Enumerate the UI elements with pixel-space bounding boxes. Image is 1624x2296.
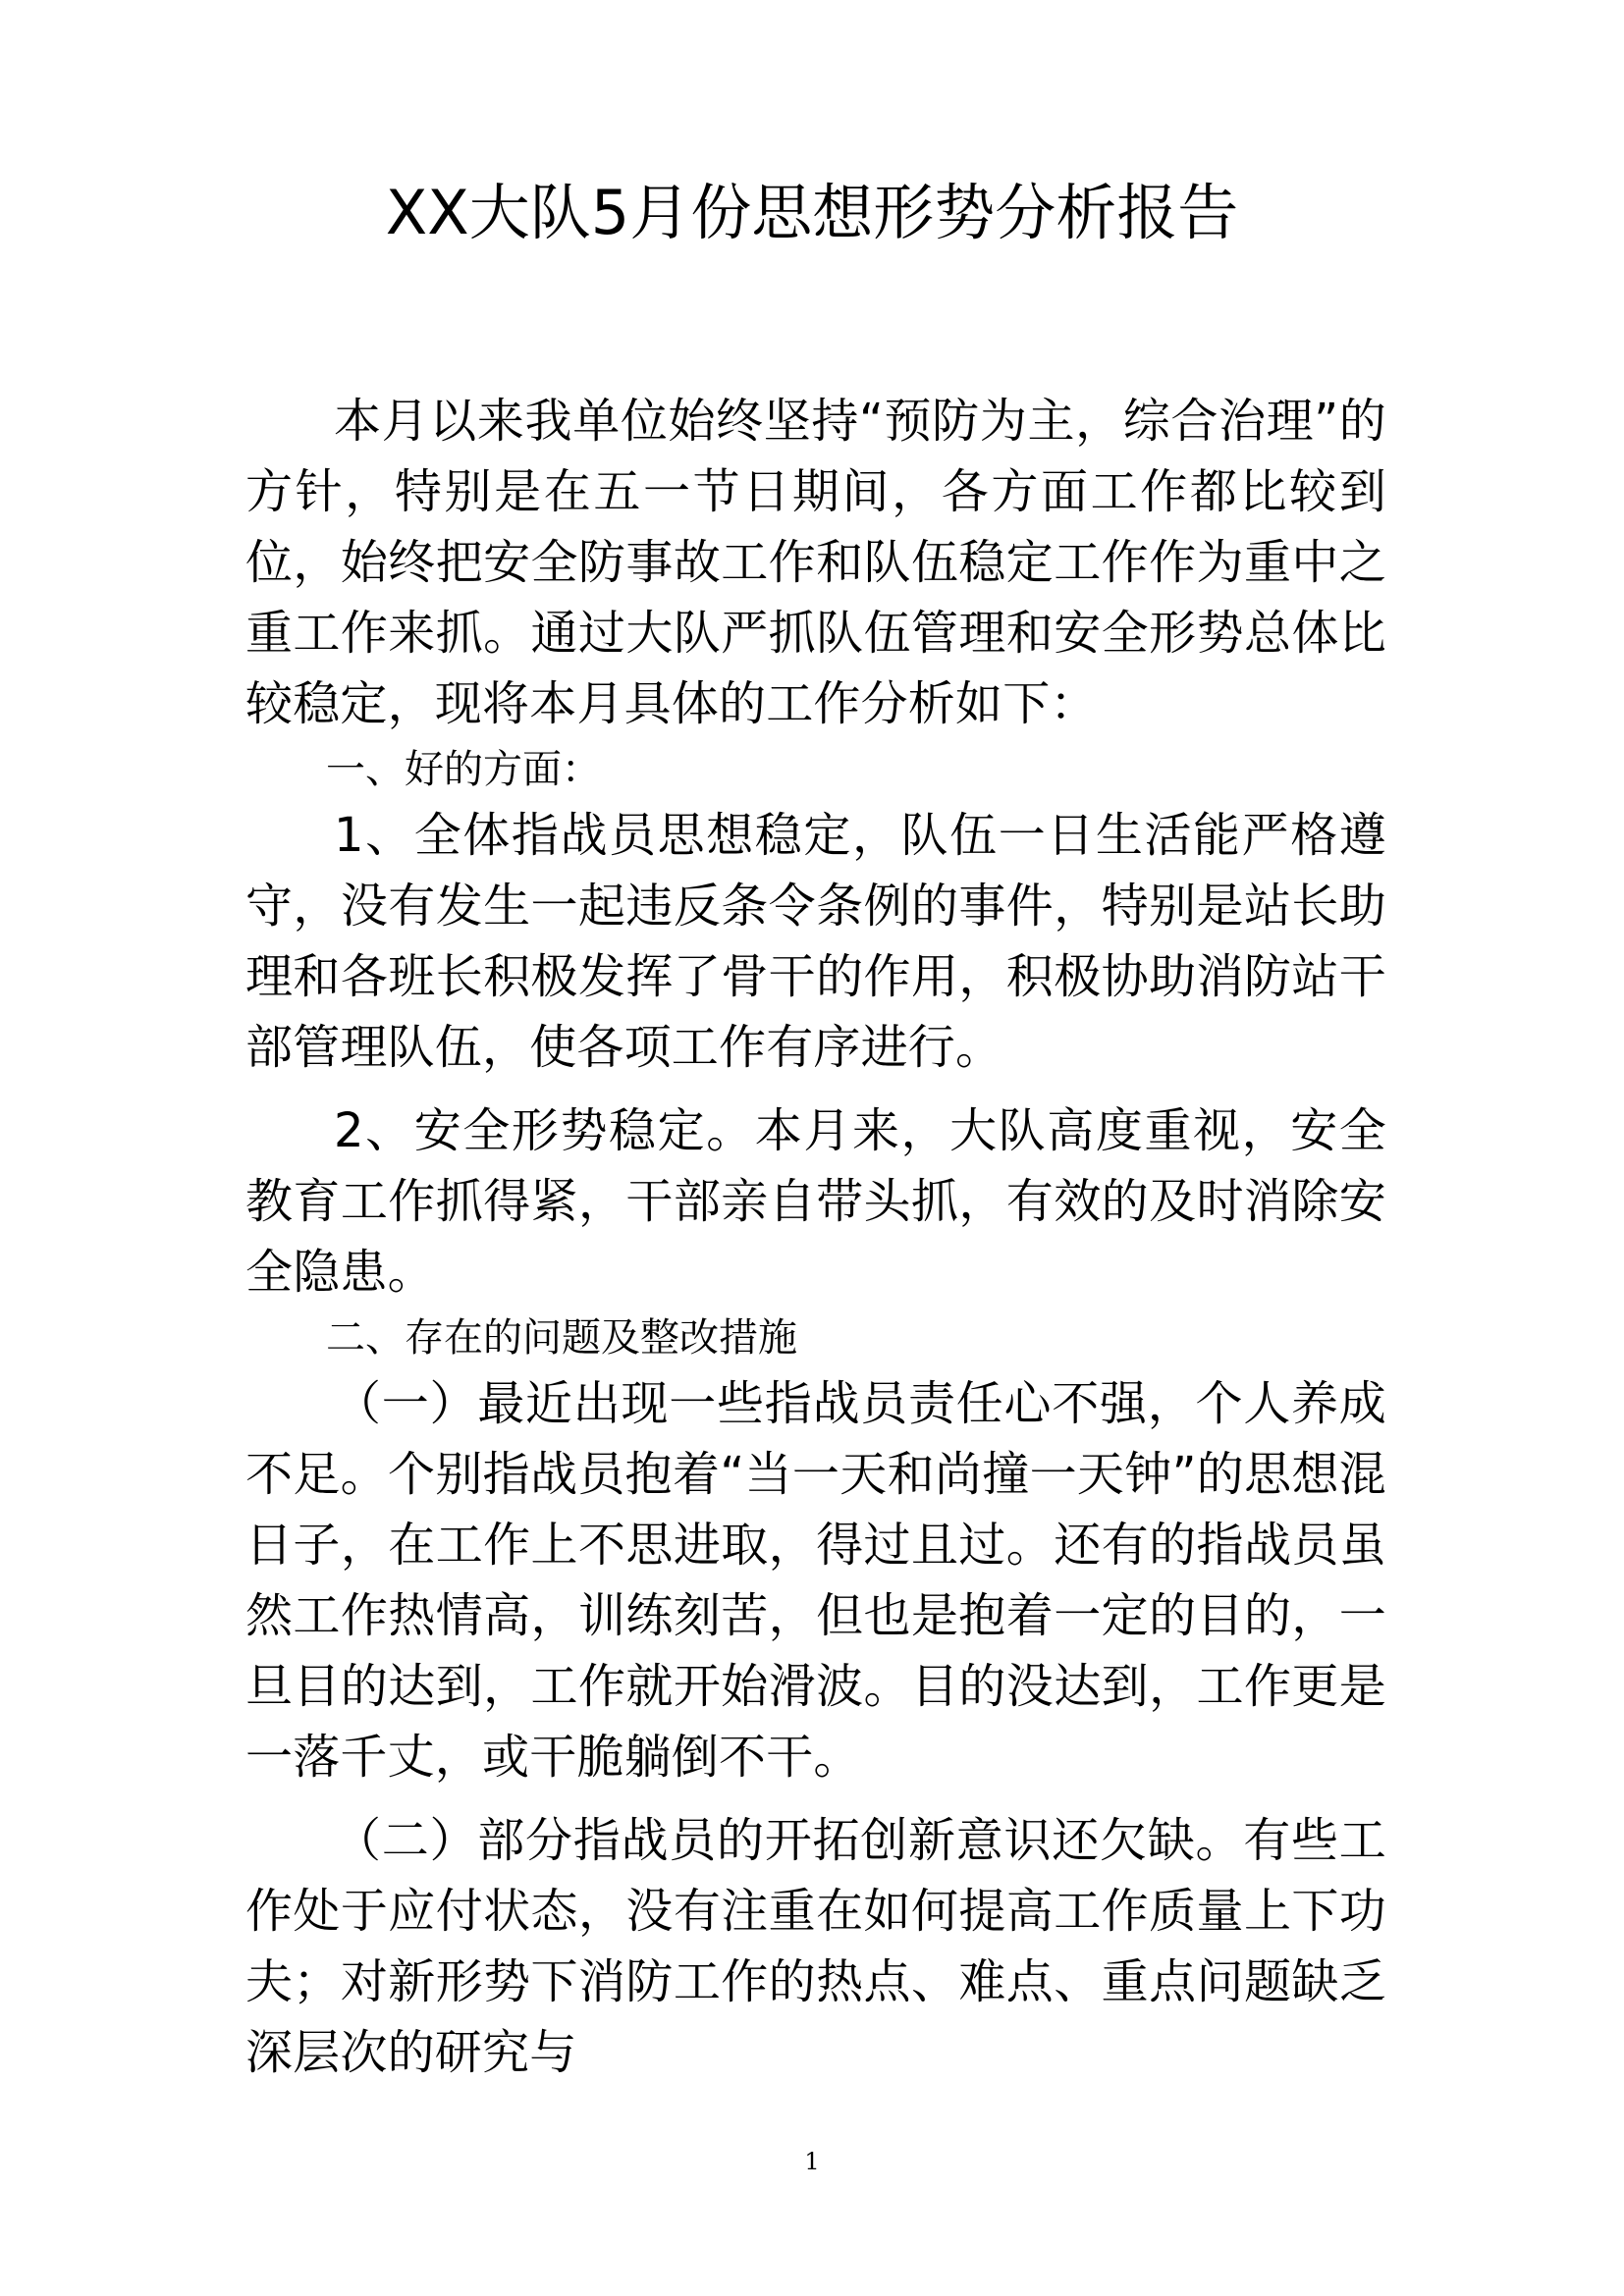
- paragraph-intro: 本月以来我单位始终坚持“预防为主，综合治理”的方针，特别是在五一节日期间，各方面工作都比较到位，始终把安全防事故工作和队伍稳定工作作为重中之重工作来抓。通过大队严抓队伍管理和安全形势总体比较稳定，现将本月具体的工作分析如下：: [245, 394, 1386, 731]
- section-heading-good: 一、好的方面：: [326, 747, 601, 792]
- page-number: 1: [804, 2148, 820, 2175]
- section-heading-problems: 二、存在的问题及整改措施: [326, 1315, 797, 1361]
- document-title: XX大队5月份思想形势分析报告: [385, 177, 1239, 248]
- paragraph-problem-1: （一）最近出现一些指战员责任心不强，个人养成不足。个别指战员抱着“当一天和尚撞一天钟”的思想混日子，在工作上不思进取，得过且过。还有的指战员虽然工作热情高，训练刻苦，但也是抱着一定的目的，一旦目的达到，工作就开始滑波。目的没达到，工作更是一落千丈，或干脆躺倒不干。: [245, 1376, 1386, 1785]
- document-body: [245, 386, 1386, 2088]
- paragraph-good-1: 1、全体指战员思想稳定，队伍一日生活能严格遵守，没有发生一起违反条令条例的事件，特别是站长助理和各班长积极发挥了骨干的作用，积极协助消防站干部管理队伍，使各项工作有序进行。: [245, 808, 1386, 1075]
- paragraph-good-2: 2、安全形势稳定。本月来，大队高度重视，安全教育工作抓得紧，干部亲自带头抓，有效的及时消除安全隐患。: [245, 1103, 1386, 1300]
- paragraph-problem-2: （二）部分指战员的开拓创新意识还欠缺。有些工作处于应付状态，没有注重在如何提高工作质量上下功夫；对新形势下消防工作的热点、难点、重点问题缺乏深层次的研究与: [245, 1813, 1386, 2080]
